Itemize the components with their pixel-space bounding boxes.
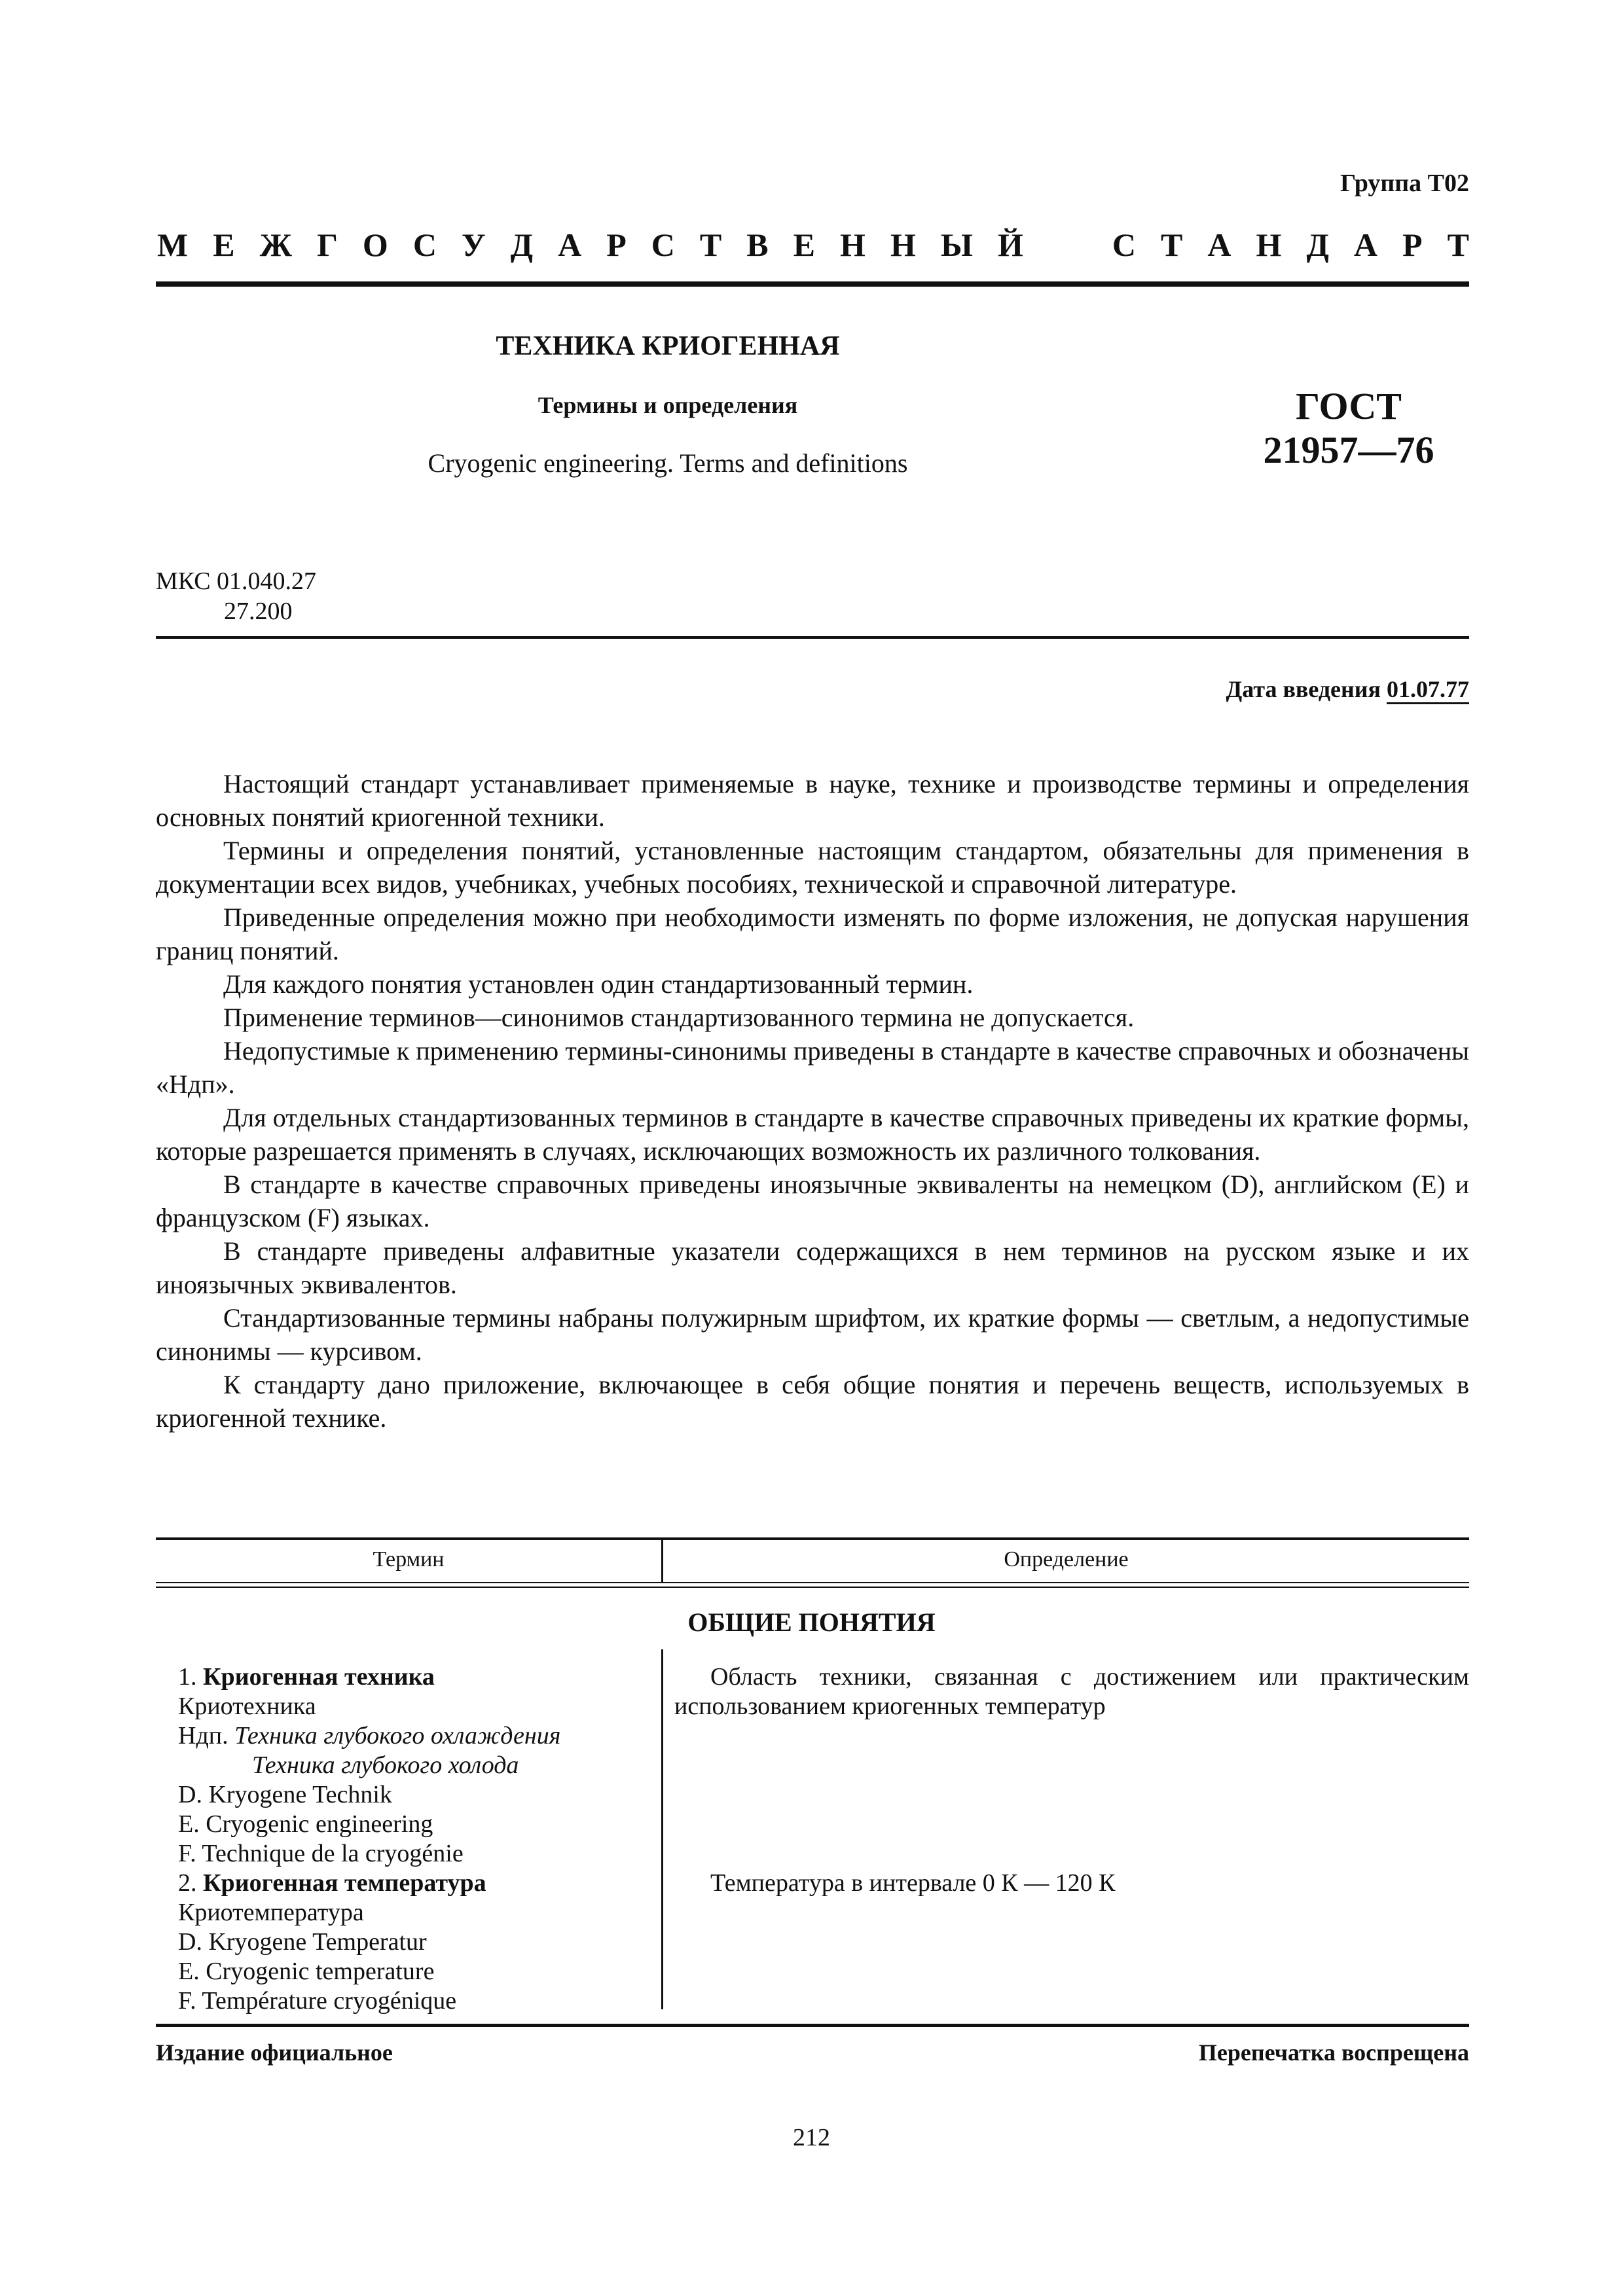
heading-letter: Е <box>793 226 815 263</box>
page-number: 212 <box>793 2124 830 2151</box>
section-heading: ОБЩИЕ ПОНЯТИЯ <box>687 1607 936 1637</box>
heading-letter: М <box>157 226 189 263</box>
term-short-form: Криотехника <box>178 1693 316 1720</box>
intro-paragraph: Недопустимые к применению термины-синонимы приведены в стандарте в качестве справочных и обозначены «Ндп». <box>156 1036 1469 1099</box>
term-ndp <box>178 1721 560 1750</box>
term-definition <box>674 1869 1469 1898</box>
mks-code-2: 27.200 <box>224 598 293 625</box>
intro-paragraph: Стандартизованные термины набраны полужирным шрифтом, их краткие формы — светлым, а недопустимые синонимы — курсивом. <box>156 1303 1469 1366</box>
term-en: E. Cryogenic engineering <box>178 1810 433 1838</box>
term-fr: F. Technique de la cryogénie <box>178 1840 464 1867</box>
english-title: Cryogenic engineering. Terms and definitions <box>428 448 908 478</box>
section-rule <box>156 636 1469 639</box>
intro-paragraph: К стандарту дано приложение, включающее в себя общие понятия и перечень веществ, используемых в криогенной технике. <box>156 1370 1469 1433</box>
column-header-term: Термин <box>373 1547 445 1571</box>
intro-paragraph: Термины и определения понятий, установленные настоящим стандартом, обязательны для применения в документации всех видов, учебниках, учебных пособиях, технической и справочной литературе. <box>156 836 1469 899</box>
effective-date-label: Дата введения <box>1226 676 1381 702</box>
introduction <box>156 767 1469 1435</box>
term-line <box>178 1662 435 1691</box>
word-gap <box>1048 226 1087 264</box>
heading-letter: С <box>651 226 675 263</box>
term-number: 2. <box>178 1869 197 1897</box>
heading-letter: Ж <box>259 226 293 263</box>
footer-rule <box>156 2024 1469 2027</box>
heading-letter: Т <box>1447 226 1469 263</box>
header-double-rule <box>156 1582 1469 1583</box>
gost-number <box>1218 385 1480 472</box>
effective-date <box>1226 675 1470 703</box>
header-double-rule <box>156 1587 1469 1588</box>
heading-letter: О <box>362 226 388 263</box>
ndp-synonym: Техника глубокого охлаждения <box>234 1722 561 1749</box>
heading-letter: Й <box>997 226 1023 263</box>
ndp-label: Ндп. <box>178 1722 228 1749</box>
heading-letter: Г <box>317 226 338 263</box>
heading-letter: С <box>412 226 437 263</box>
document-title: ТЕХНИКА КРИОГЕННАЯ <box>496 331 840 361</box>
intro-paragraph: Настоящий стандарт устанавливает применяемые в науке, технике и производстве термины и определения основных понятий криогенной техники. <box>156 769 1469 832</box>
header-rule <box>156 281 1469 287</box>
term-fr: F. Température cryogénique <box>178 1987 457 2015</box>
heading-letter: А <box>1207 226 1231 263</box>
heading-letter: Е <box>213 226 235 263</box>
heading-letter: Д <box>1306 226 1329 263</box>
heading-letter: Ы <box>940 226 973 263</box>
table-top-rule <box>156 1537 1469 1540</box>
gost-label: ГОСТ <box>1296 385 1402 427</box>
intro-paragraph: Применение терминов—синонимов стандартизованного термина не допускается. <box>223 1003 1135 1032</box>
intro-paragraph: Приведенные определения можно при необходимости изменять по форме изложения, не допуская нарушения границ понятий. <box>156 903 1469 965</box>
heading-letter: Н <box>890 226 916 263</box>
heading-letter: Н <box>840 226 866 263</box>
intro-paragraph: Для отдельных стандартизованных терминов в стандарте в качестве справочных приведены их краткие формы, которые разрешается применять в случаях, исключающих возможность их различного толкования. <box>156 1103 1469 1166</box>
heading-letter: А <box>1353 226 1377 263</box>
term-name: Криогенная техника <box>203 1663 435 1691</box>
heading-letter: В <box>746 226 769 263</box>
term-de: D. Kryogene Technik <box>178 1781 392 1808</box>
term-definition <box>674 1662 1469 1721</box>
heading-letter: Д <box>510 226 534 263</box>
term-de: D. Kryogene Temperatur <box>178 1928 427 1956</box>
effective-date-value: 01.07.77 <box>1387 676 1469 702</box>
heading-letter: Н <box>1256 226 1282 263</box>
term-short-form: Криотемпература <box>178 1899 364 1926</box>
edition-note: Издание официальное <box>156 2039 393 2066</box>
intro-paragraph: В стандарте приведены алфавитные указатели содержащихся в нем терминов на русском языке и их иноязычных эквивалентов. <box>156 1236 1469 1299</box>
column-header-definition: Определение <box>1004 1547 1129 1571</box>
heading-letter: А <box>558 226 582 263</box>
heading-letter: Р <box>606 226 627 263</box>
interstate-standard-heading <box>157 226 1469 264</box>
term-number: 1. <box>178 1663 197 1691</box>
heading-letter: Т <box>699 226 722 263</box>
term-en: E. Cryogenic temperature <box>178 1958 435 1985</box>
heading-letter: У <box>461 226 486 263</box>
ndp-synonym: Техника глубокого холода <box>252 1751 519 1779</box>
heading-letter: Р <box>1402 226 1423 263</box>
mks-code-1: МКС 01.040.27 <box>156 567 317 595</box>
term-name: Криогенная температура <box>203 1869 486 1897</box>
definition-text: Температура в интервале 0 К — 120 К <box>710 1869 1116 1897</box>
reprint-note: Перепечатка воспрещена <box>1198 2039 1469 2066</box>
gost-code: 21957—76 <box>1263 428 1434 471</box>
definition-text: Область техники, связанная с достижением или практическим использованием криогенных температур <box>674 1663 1469 1720</box>
intro-paragraph: В стандарте в качестве справочных приведены иноязычные эквиваленты на немецком (D), английском (Е) и французском (F) языках. <box>156 1170 1469 1232</box>
heading-letter: С <box>1112 226 1137 263</box>
term-line <box>178 1869 486 1897</box>
document-subtitle: Термины и определения <box>538 392 798 418</box>
heading-letter: Т <box>1161 226 1183 263</box>
intro-paragraph: Для каждого понятия установлен один стандартизованный термин. <box>223 969 974 999</box>
body-column-divider <box>661 1649 663 2009</box>
group-code: Группа Т02 <box>1340 170 1469 197</box>
